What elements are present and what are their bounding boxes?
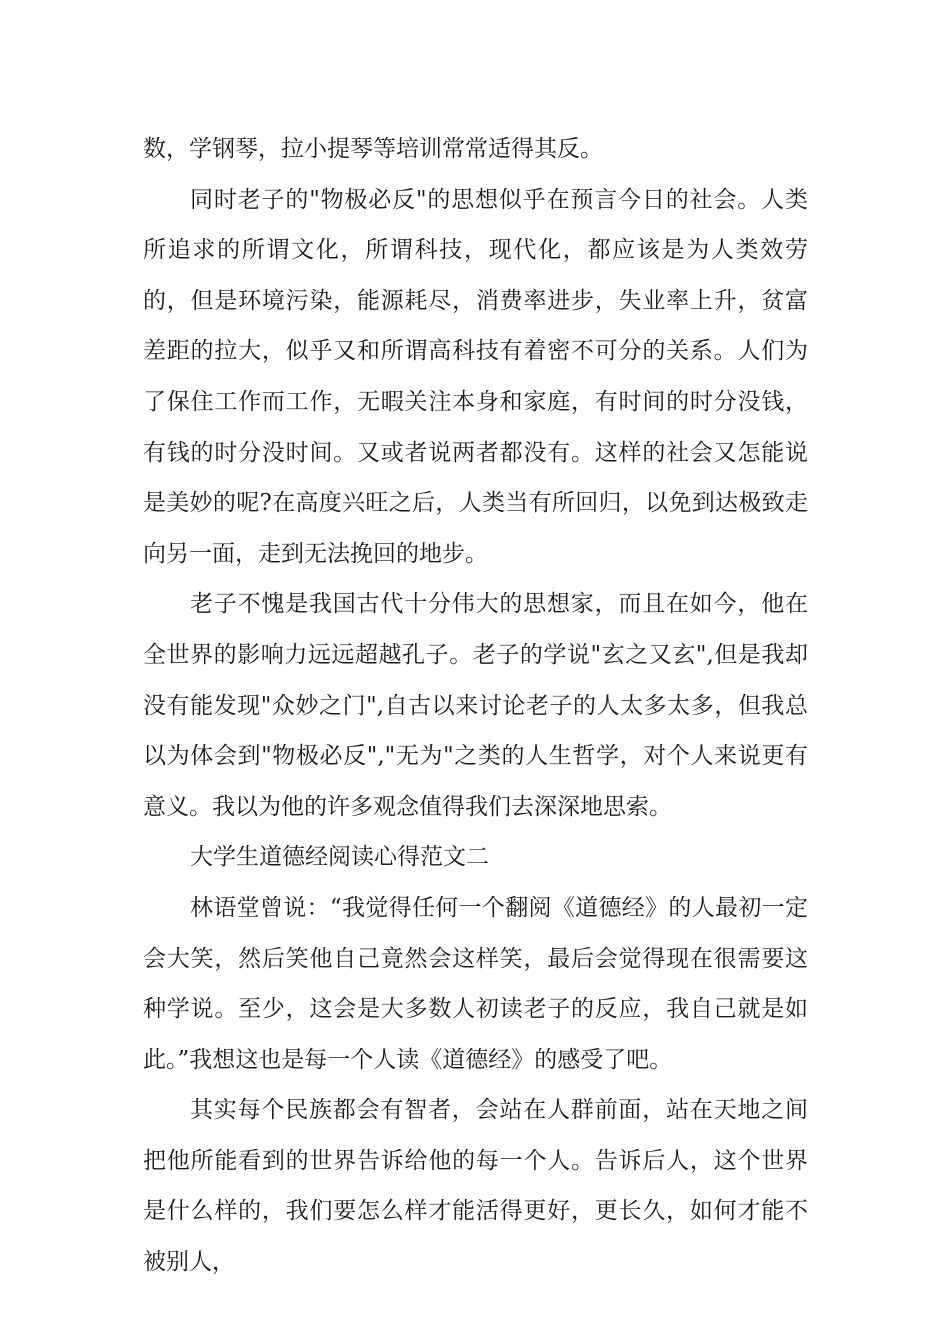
- paragraph-wise-men: 其实每个民族都会有智者，会站在人群前面，站在天地之间把他所能看到的世界告诉给他的每一个人。告诉后人，这个世界是什么样的，我们要怎么样才能活得更好，更长久，如何才能不被别人，: [143, 1097, 808, 1276]
- document-body: [143, 124, 808, 1288]
- paragraph-lin-yutang-quote: 林语堂曾说：“我觉得任何一个翻阅《道德经》的人最初一定会大笑，然后笑他自己竟然会这样笑，最后会觉得现在很需要这种学说。至少，这会是大多数人初读老子的反应，我自己就是如此。”我想这也是每一个人读《道德经》的感受了吧。: [143, 894, 808, 1073]
- paragraph-laozi-thinker: 老子不愧是我国古代十分伟大的思想家，而且在如今，他在全世界的影响力远远超越孔子。老子的学说"玄之又玄",但是我却没有能发现"众妙之门",自古以来讨论老子的人太多太多，但我总以为体会到"物极必反","无为"之类的人生哲学，对个人来说更有意义。我以为他的许多观念值得我们去深深地思索。: [143, 591, 808, 820]
- section-heading: 大学生道德经阅读心得范文二: [190, 844, 489, 871]
- paragraph-wuji-bifan: 同时老子的"物极必反"的思想似乎在预言今日的社会。人类所追求的所谓文化，所谓科技，现代化，都应该是为人类效劳的，但是环境污染，能源耗尽，消费率进步，失业率上升，贫富差距的拉大，似乎又和所谓高科技有着密不可分的关系。人们为了保住工作而工作，无暇关注本身和家庭，有时间的时分没钱，有钱的时分没时间。又或者说两者都没有。这样的社会又怎能说是美妙的呢?在高度兴旺之后，人类当有所回归，以免到达极致走向另一面，走到无法挽回的地步。: [143, 186, 808, 567]
- paragraph-continued: 数，学钢琴，拉小提琴等培训常常适得其反。: [143, 136, 603, 162]
